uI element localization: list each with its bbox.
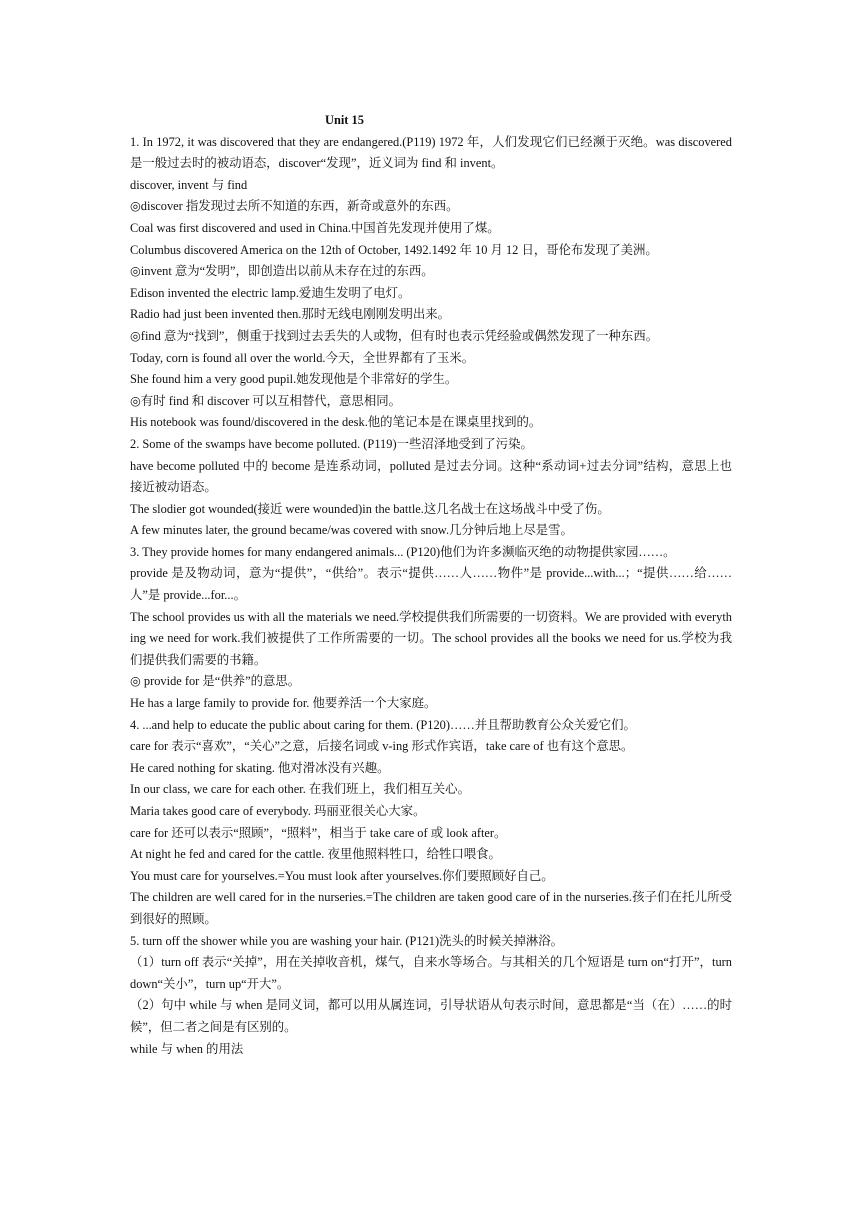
document-title: Unit 15 <box>325 113 364 127</box>
paragraph: 1. In 1972, it was discovered that they are endangered.(P119) 1972 年，人们发现它们已经濒于灭绝。was discovered 是一般过去时的被动语态，discover“发现”，近义词为 find 和 invent。 <box>130 134 732 171</box>
paragraph: In our class, we care for each other. 在我们班上，我们相互关心。 <box>130 782 470 797</box>
document-page <box>130 110 732 1060</box>
paragraph: Columbus discovered America on the 12th of October, 1492.1492 年 10 月 12 日，哥伦布发现了美洲。 <box>130 242 658 257</box>
paragraph: provide 是及物动词，意为“提供”，“供给”。表示“提供……人……物件”是 provide...with...；“提供……给……人”是 provide...for...。 <box>130 566 732 603</box>
paragraph: He cared nothing for skating. 他对滑冰没有兴趣。 <box>130 760 390 775</box>
paragraph: At night he fed and cared for the cattle. 夜里他照料牲口，给牲口喂食。 <box>130 847 501 862</box>
paragraph: have become polluted 中的 become 是连系动词，polluted 是过去分词。这种“系动词+过去分词”结构，意思上也接近被动语态。 <box>130 458 732 495</box>
paragraph: Maria takes good care of everybody. 玛丽亚很关心大家。 <box>130 804 426 818</box>
paragraph: ◎find 意为“找到”，侧重于找到过去丢失的人或物，但有时也表示凭经验或偶然发现了一种东西。 <box>130 328 659 343</box>
paragraph: The slodier got wounded(接近 were wounded)in the battle.这几名战士在这场战斗中受了伤。 <box>130 501 610 516</box>
paragraph: The school provides us with all the materials we need.学校提供我们所需要的一切资料。We are provided with everything we need for work.我们被提供了工作所需要的一切。The school provides all the books we need for us.学校为我们提供我们需要的书籍。 <box>130 609 732 667</box>
paragraph: ◎invent 意为“发明”，即创造出以前从未存在过的东西。 <box>130 264 434 279</box>
paragraph: 2. Some of the swamps have become polluted. (P119)一些沼泽地受到了污染。 <box>130 436 533 451</box>
paragraph: 3. They provide homes for many endangered animals... (P120)他们为许多濒临灭绝的动物提供家园……。 <box>130 544 676 559</box>
paragraph: A few minutes later, the ground became/was covered with snow.几分钟后地上尽是雪。 <box>130 523 573 538</box>
paragraph: She found him a very good pupil.她发现他是个非常好的学生。 <box>130 372 458 387</box>
document-body <box>130 132 732 1061</box>
paragraph: Coal was first discovered and used in China.中国首先发现并使用了煤。 <box>130 220 500 235</box>
paragraph: ◎discover 指发现过去所不知道的东西，新奇或意外的东西。 <box>130 199 459 214</box>
paragraph: His notebook was found/discovered in the desk.他的笔记本是在课桌里找到的。 <box>130 415 542 430</box>
paragraph: 4. ...and help to educate the public about caring for them. (P120)……并且帮助教育公众关爱它们。 <box>130 717 636 732</box>
paragraph: ◎有时 find 和 discover 可以互相替代，意思相同。 <box>130 393 401 408</box>
paragraph: The children are well cared for in the nurseries.=The children are taken good care of in the nurseries.孩子们在托儿所受到很好的照顾。 <box>130 890 732 926</box>
paragraph: （2）句中 while 与 when 是同义词，都可以用从属连词，引导状语从句表示时间，意思都是“当（在）……的时候”，但二者之间是有区别的。 <box>130 998 732 1034</box>
paragraph: discover, invent 与 find <box>130 177 248 192</box>
paragraph: ◎ provide for 是“供养”的意思。 <box>130 674 301 689</box>
paragraph: while 与 when 的用法 <box>130 1041 244 1056</box>
paragraph: care for 还可以表示“照顾”，“照料”，相当于 take care of 或 look after。 <box>130 825 507 840</box>
paragraph: He has a large family to provide for. 他要养活一个大家庭。 <box>130 696 437 711</box>
paragraph: Edison invented the electric lamp.爱迪生发明了电灯。 <box>130 285 411 300</box>
paragraph: care for 表示“喜欢”，“关心”之意，后接名词或 v-ing 形式作宾语，take care of 也有这个意思。 <box>130 739 634 754</box>
paragraph: Radio had just been invented then.那时无线电刚刚发明出来。 <box>130 307 451 322</box>
paragraph: （1）turn off 表示“关掉”，用在关掉收音机，煤气，自来水等场合。与其相关的几个短语是 turn on“打开”，turn down“关小”，turn up“开大”。 <box>130 955 732 991</box>
paragraph: You must care for yourselves.=You must look after yourselves.你们要照顾好自己。 <box>130 868 554 883</box>
paragraph: Today, corn is found all over the world.今天，全世界都有了玉米。 <box>130 350 475 365</box>
paragraph: 5. turn off the shower while you are washing your hair. (P121)洗头的时候关掉淋浴。 <box>130 933 564 948</box>
